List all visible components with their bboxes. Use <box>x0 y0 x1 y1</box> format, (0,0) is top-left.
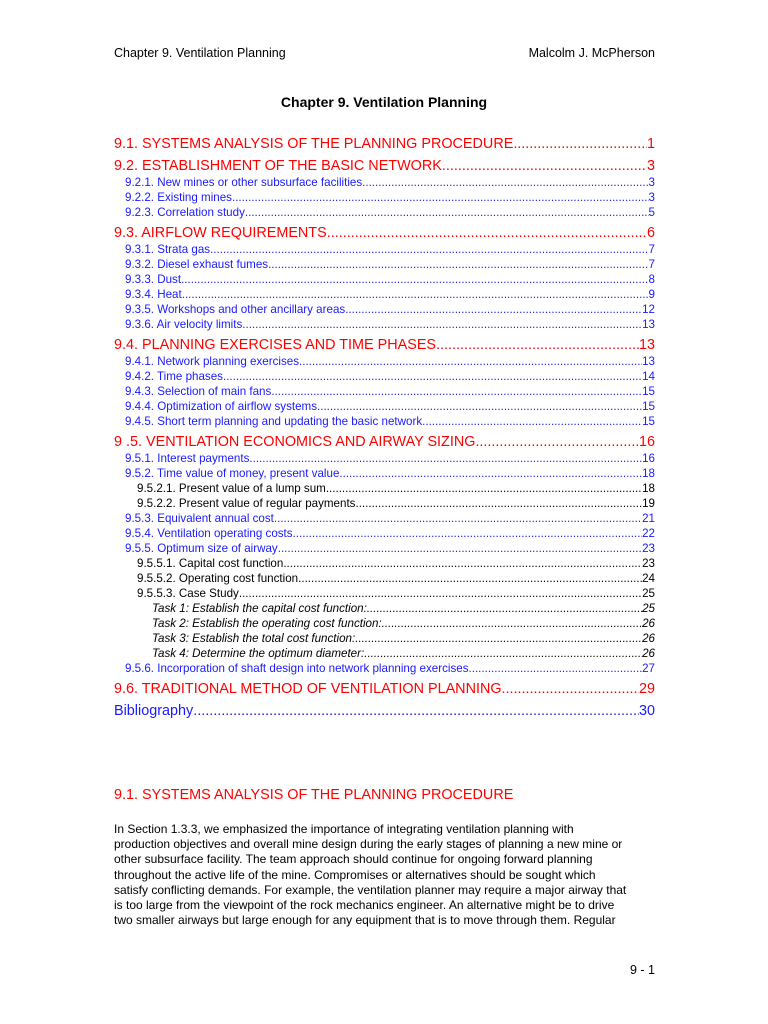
toc-leader-dots <box>242 317 642 332</box>
toc-entry-page: 5 <box>648 206 655 219</box>
page-number: 9 - 1 <box>629 963 655 977</box>
toc-entry[interactable] <box>114 541 655 556</box>
toc-entry-label: 9.1. SYSTEMS ANALYSIS OF THE PLANNING PROCEDURE <box>114 136 514 152</box>
toc-leader-dots <box>513 136 647 153</box>
toc-entry-label: 9.2.3. Correlation study <box>125 206 245 219</box>
toc-entry-page: 30 <box>638 703 655 719</box>
toc-entry-label: 9.6. TRADITIONAL METHOD OF VENTILATION PLANNING <box>114 681 502 697</box>
toc-entry-label: 9.3.6. Air velocity limits <box>125 318 243 331</box>
toc-leader-dots <box>367 601 642 616</box>
toc-entry-page: 7 <box>648 243 655 256</box>
toc-entry[interactable] <box>114 302 655 317</box>
toc-entry[interactable] <box>114 646 655 661</box>
toc-leader-dots <box>293 526 643 541</box>
toc-leader-dots <box>245 205 649 220</box>
toc-entry-label: 9.5.4. Ventilation operating costs <box>125 527 293 540</box>
toc-entry-page: 3 <box>648 176 655 189</box>
toc-entry[interactable] <box>114 257 655 272</box>
toc-entry-label: 9.4. PLANNING EXERCISES AND TIME PHASES <box>114 337 437 353</box>
toc-entry-page: 15 <box>642 385 655 398</box>
toc-leader-dots <box>298 571 642 586</box>
toc-entry[interactable] <box>114 434 655 451</box>
toc-leader-dots <box>362 175 648 190</box>
toc-entry[interactable] <box>114 190 655 205</box>
toc-leader-dots <box>442 158 647 175</box>
toc-entry-label: 9.3.1. Strata gas <box>125 243 211 256</box>
toc-leader-dots <box>475 434 639 451</box>
toc-entry[interactable] <box>114 175 655 190</box>
page-title: Chapter 9. Ventilation Planning <box>280 94 488 110</box>
toc-entry-label: 9.3.5. Workshops and other ancillary areas <box>125 303 346 316</box>
paragraph-line: other subsurface facility. The team approach should continue for ongoing forward planning <box>114 852 593 867</box>
toc-entry-label: 9.2.1. New mines or other subsurface facilities <box>125 176 363 189</box>
toc-leader-dots <box>181 272 648 287</box>
toc-entry[interactable] <box>114 287 655 302</box>
toc-entry[interactable] <box>114 337 655 354</box>
toc-entry-page: 26 <box>642 632 655 645</box>
toc-entry[interactable] <box>114 681 655 698</box>
toc-leader-dots <box>274 511 642 526</box>
toc-entry-page: 26 <box>642 617 655 630</box>
toc-entry-page: 25 <box>642 602 655 615</box>
toc-entry-label: 9.3.3. Dust <box>125 273 182 286</box>
toc-entry-page: 16 <box>642 452 655 465</box>
toc-entry-page: 3 <box>646 158 655 174</box>
toc-entry[interactable] <box>114 526 655 541</box>
toc-entry-page: 23 <box>642 542 655 555</box>
toc-leader-dots <box>268 257 648 272</box>
toc-entry[interactable] <box>114 414 655 429</box>
paragraph-line: satisfy conflicting demands. For example, the ventilation planner may require a major airway that <box>114 882 627 897</box>
toc-entry-page: 18 <box>642 482 655 495</box>
toc-entry-label: 9.5.2. Time value of money, present value <box>125 467 340 480</box>
toc-leader-dots <box>249 451 642 466</box>
toc-leader-dots <box>193 703 639 720</box>
toc-entry-page: 8 <box>648 273 655 286</box>
toc-entry-page: 15 <box>642 415 655 428</box>
toc-entry-page: 22 <box>642 527 655 540</box>
toc-entry[interactable] <box>114 451 655 466</box>
toc-entry[interactable] <box>114 586 655 601</box>
toc-entry[interactable] <box>114 571 655 586</box>
toc-entry-label: 9.5.2.1. Present value of a lump sum <box>137 482 326 495</box>
toc-entry-label: 9.5.5. Optimum size of airway <box>125 542 278 555</box>
paragraph-line: is too large from the viewpoint of the rock mechanics engineer. An alternative might be to drive <box>114 898 615 913</box>
toc-entry[interactable] <box>114 369 655 384</box>
toc-entry[interactable] <box>114 225 655 242</box>
toc-entry[interactable] <box>114 399 655 414</box>
paragraph-line: throughout the active life of the mine. Compromises or alternatives should be sought which <box>114 867 596 882</box>
toc-leader-dots <box>382 616 642 631</box>
toc-leader-dots <box>472 661 642 676</box>
toc-entry-label: Task 3: Establish the total cost function: <box>152 632 356 645</box>
toc-entry-label: 9.5.5.3. Case Study <box>137 587 239 600</box>
toc-entry[interactable] <box>114 242 655 257</box>
toc-entry-page: 29 <box>638 681 655 697</box>
toc-entry-label: 9 .5. VENTILATION ECONOMICS AND AIRWAY SIZING <box>114 434 476 450</box>
toc-leader-dots <box>271 384 642 399</box>
toc-entry-label: Task 4: Determine the optimum diameter: <box>152 647 365 660</box>
toc-entry-page: 19 <box>642 497 655 510</box>
toc-entry[interactable] <box>114 703 655 720</box>
toc-entry[interactable] <box>114 496 655 511</box>
toc-entry-page: 13 <box>638 337 655 353</box>
body-paragraph <box>114 822 655 928</box>
running-header-chapter: Chapter 9. Ventilation Planning <box>114 46 286 60</box>
toc-entry-page: 23 <box>642 557 655 570</box>
toc-entry-label: 9.5.3. Equivalent annual cost <box>125 512 274 525</box>
toc-leader-dots <box>210 242 648 257</box>
toc-entry[interactable] <box>114 317 655 332</box>
toc-entry[interactable] <box>114 205 655 220</box>
toc-entry-label: 9.5.1. Interest payments <box>125 452 250 465</box>
toc-leader-dots <box>278 541 642 556</box>
toc-leader-dots <box>299 354 642 369</box>
toc-leader-dots <box>283 556 642 571</box>
toc-entry[interactable] <box>114 601 655 616</box>
running-header-author: Malcolm J. McPherson <box>528 46 655 60</box>
toc-leader-dots <box>327 225 647 242</box>
toc-entry-label: 9.5.6. Incorporation of shaft design into network planning exercises. <box>125 662 472 675</box>
toc-entry-page: 6 <box>646 225 655 241</box>
toc-entry-page: 13 <box>642 355 655 368</box>
toc-entry-page: 9 <box>648 288 655 301</box>
toc-entry-label: 9.3. AIRFLOW REQUIREMENTS <box>114 225 327 241</box>
paragraph-line: two smaller airways but large enough for any equipment that is to move through them. Regular <box>114 913 616 928</box>
toc-entry-page: 26 <box>642 647 655 660</box>
toc-leader-dots <box>502 681 639 698</box>
toc-entry-label: 9.3.4. Heat <box>125 288 182 301</box>
toc-entry-label: 9.2.2. Existing mines <box>125 191 232 204</box>
toc-entry-label: 9.4.2. Time phases <box>125 370 223 383</box>
toc-leader-dots <box>339 466 642 481</box>
toc-entry-label: 9.5.5.2. Operating cost function <box>137 572 299 585</box>
toc-entry[interactable] <box>114 616 655 631</box>
toc-entry-page: 14 <box>642 370 655 383</box>
toc-entry-page: 13 <box>642 318 655 331</box>
toc-entry-page: 24 <box>642 572 655 585</box>
toc-leader-dots <box>232 190 649 205</box>
toc-entry-label: Bibliography <box>114 703 194 719</box>
toc-entry-page: 15 <box>642 400 655 413</box>
toc-leader-dots <box>239 586 642 601</box>
toc-entry-label: 9.4.4. Optimization of airflow systems <box>125 400 318 413</box>
toc-entry-label: 9.4.3. Selection of main fans <box>125 385 272 398</box>
table-of-contents <box>114 136 655 720</box>
toc-entry-label: Task 2: Establish the operating cost function: <box>152 617 382 630</box>
toc-entry-page: 27 <box>642 662 655 675</box>
toc-entry[interactable] <box>114 631 655 646</box>
toc-leader-dots <box>355 631 642 646</box>
toc-leader-dots <box>359 496 642 511</box>
toc-entry-page: 3 <box>648 191 655 204</box>
toc-leader-dots <box>317 399 642 414</box>
toc-entry[interactable] <box>114 354 655 369</box>
toc-entry-label: 9.2. ESTABLISHMENT OF THE BASIC NETWORK <box>114 158 442 174</box>
toc-entry-label: Task 1: Establish the capital cost function: <box>152 602 367 615</box>
toc-entry[interactable] <box>114 384 655 399</box>
toc-entry-page: 21 <box>642 512 655 525</box>
toc-leader-dots <box>326 481 642 496</box>
section-heading: 9.1. SYSTEMS ANALYSIS OF THE PLANNING PROCEDURE <box>114 787 514 803</box>
toc-leader-dots <box>345 302 642 317</box>
toc-leader-dots <box>436 337 639 354</box>
toc-entry[interactable] <box>114 466 655 481</box>
toc-entry-page: 16 <box>638 434 655 450</box>
toc-entry[interactable] <box>114 136 655 153</box>
toc-entry-page: 18 <box>642 467 655 480</box>
paragraph-line: In Section 1.3.3, we emphasized the importance of integrating ventilation planning with <box>114 822 574 836</box>
toc-entry-label: 9.5.5.1. Capital cost function <box>137 557 284 570</box>
toc-entry[interactable] <box>114 511 655 526</box>
toc-entry-label: 9.5.2.2. Present value of regular payments. <box>137 497 359 510</box>
toc-entry-page: 1 <box>646 136 655 152</box>
toc-entry-page: 25 <box>642 587 655 600</box>
toc-entry-label: 9.3.2. Diesel exhaust fumes <box>125 258 269 271</box>
toc-leader-dots <box>422 414 642 429</box>
toc-entry-page: 12 <box>642 303 655 316</box>
toc-entry-page: 7 <box>648 258 655 271</box>
toc-leader-dots <box>182 287 649 302</box>
toc-entry[interactable] <box>114 272 655 287</box>
toc-entry[interactable] <box>114 661 655 676</box>
paragraph-line: production objectives and overall mine design during the early stages of planning a new mine or <box>114 837 623 852</box>
toc-leader-dots <box>223 369 642 384</box>
toc-entry[interactable] <box>114 481 655 496</box>
toc-entry[interactable] <box>114 158 655 175</box>
toc-leader-dots <box>364 646 642 661</box>
toc-entry[interactable] <box>114 556 655 571</box>
toc-entry-label: 9.4.5. Short term planning and updating the basic network <box>125 415 423 428</box>
toc-entry-label: 9.4.1. Network planning exercises <box>125 355 299 368</box>
